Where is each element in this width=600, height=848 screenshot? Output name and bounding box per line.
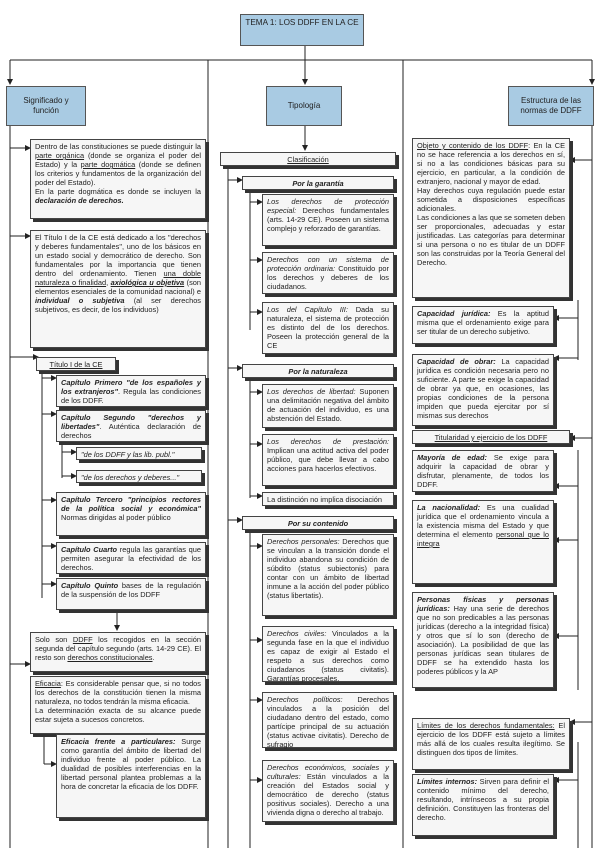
card-solo-ddff: Solo son DDFF los recogidos en la sección segunda del capítulo segundo (arts. 14-29 CE). El resto son derechos constitucionales. bbox=[30, 632, 206, 672]
card-capacidad-juridica: Capacidad jurídica: Es la aptitud misma que el ordenamiento exige para ser titular de un derecho subjetivo. bbox=[412, 306, 554, 344]
sub-por-su-contenido: Por su contenido bbox=[242, 516, 394, 530]
heading-estructura: Estructura de las normas de DDFF bbox=[508, 86, 594, 126]
card-capitulo-primero: Capítulo Primero "de los españoles y los extranjeros". Regula las condiciones de los DDFF. bbox=[56, 375, 206, 407]
card-derechos-civiles: Derechos civiles: Vinculados a la segunda fase en la que el individuo es capaz de exigir al Estado el respeto a sus derechos como ciudadanos (status civitatis). Garantías procesales. bbox=[262, 626, 394, 682]
card-partes-constitucion: Dentro de las constituciones se puede distinguir la parte orgánica (donde se organiza el poder del Estado) y la parte dogmática (donde se definen los criterios y fundamentos de la organización del poder del Estado). En la parte dogmática es donde se incluyen la declaración de derechos. bbox=[30, 139, 206, 219]
card-mayoria-edad: Mayoría de edad: Se exige para adquirir la capacidad de obrar y disfrutar, plenamente, de todos los DDFF. bbox=[412, 450, 554, 492]
card-nacionalidad: La nacionalidad: Es una cualidad jurídica que el ordenamiento vincula a la existencia misma del Estado y que determina el elemento personal que lo integra bbox=[412, 500, 554, 584]
card-derechos-politicos: Derechos políticos: Derechos vinculados a la posición del ciudadano dentro del estado, como partícipe principal de su actuación (status activae civitatis). Derecho de sufragio bbox=[262, 692, 394, 748]
card-capitulo-iii: Los del Capítulo III: Dada su naturaleza, el sistema de protección es distinto del de los derechos. Poseen la protección general de la CE bbox=[262, 302, 394, 354]
label-titularidad: Titularidad y ejercicio de los DDFF bbox=[412, 430, 570, 444]
card-derechos-libertad: Los derechos de libertad: Suponen una delimitación negativa del ámbito de actuación del individuo, es una abstención del Estado. bbox=[262, 384, 394, 428]
page-title: TEMA 1: LOS DDFF EN LA CE bbox=[240, 14, 364, 46]
card-limites: Límites de los derechos fundamentales: El ejercicio de los DDFF está sujeto a límites más allá de los cuales resulta ilegítimo. Se distinguen dos tipos de límites. bbox=[412, 718, 570, 770]
heading-tipologia: Tipología bbox=[266, 86, 342, 126]
label-titulo-i: Título I de la CE bbox=[36, 357, 116, 371]
sub-por-la-naturaleza: Por la naturaleza bbox=[242, 364, 394, 378]
card-titulo-primero: El Título I de la CE está dedicado a los "derechos y deberes fundamentales", uno de los básicos en un estado social y democrático de derecho. Son fundamentales por la importancia que tienen dentro del ordenamiento. Tienen una doble naturaleza o finalidad, axiológica u objetiva (son elementos esenciales de la comunidad nacional) e individual o subjetiva (al ser derechos subjetivos, es decir, de los individuos) bbox=[30, 230, 206, 348]
label-clasificacion: Clasificación bbox=[220, 152, 396, 166]
card-eficacia-particulares: Eficacia frente a particulares: Surge como garantía del ámbito de libertad del individuo frente al poder público. La dualidad de posibles interferencias en la libertad personal plantea problemas a la hora de concretar la eficacia de los DDFF. bbox=[56, 734, 206, 818]
card-capitulo-segundo: Capítulo Segundo "derechos y libertades". Auténtica declaración de derechos bbox=[56, 410, 206, 442]
card-seccion-primera: "de los DDFF y las lib. publ." bbox=[76, 447, 202, 460]
card-seccion-segunda: "de los derechos y deberes..." bbox=[76, 470, 202, 483]
card-objeto-contenido: Objeto y contenido de los DDFF: En la CE no se hace referencia a los derechos en sí, si no a las condiciones básicas para su ejercicio, en particular, a la condición de extranjero, nacional y mayor de edad. Hay derechos cuya regulación puede estar sometida a disposiciones específicas adicionales. Las condiciones a las que se someten deben ser proporcionales, adecuadas y estar justificadas. Las categorías para determinar si una persona o no es titular de un DDFF son las construidas por la Teoría General del Derecho. bbox=[412, 138, 570, 298]
sub-por-la-garantia: Por la garantía bbox=[242, 176, 394, 190]
card-limites-internos: Límites internos: Sirven para definir el contenido mínimo del derecho, resultando, intrínsecos a su propia definición. Constituyen las fronteras del derecho. bbox=[412, 774, 554, 836]
card-derechos-personales: Derechos personales: Derechos que se vinculan a la transición donde el individuo abandona su condición de súbdito (status subiectonis) para contar con un ámbito de libertad inmune a la acción del poder público (status libertatis). bbox=[262, 534, 394, 616]
card-capitulo-cuarto: Capítulo Cuarto regula las garantías que permiten asegurar la efectividad de los derechos. bbox=[56, 542, 206, 574]
card-distincion: La distinción no implica disociación bbox=[262, 492, 394, 506]
heading-significado: Significado y función bbox=[6, 86, 86, 126]
card-eficacia: Eficacia: Es considerable pensar que, si no todos los derechos de la constitución tienen la misma naturaleza, no todos tendrán la misma eficacia. La determinación exacta de su alcance puede estar sujeta a sucesos concretos. bbox=[30, 676, 206, 734]
card-proteccion-ordinaria: Derechos con un sistema de protección ordinaria: Constituido por los derechos y deberes de los ciudadanos. bbox=[262, 252, 394, 294]
card-proteccion-especial: Los derechos de protección especial: Derechos fundamentales (arts. 14-29 CE). Poseen un sistema complejo y reforzado de garantías. bbox=[262, 194, 394, 246]
card-derechos-economicos: Derechos económicos, sociales y culturales: Están vinculados a la creación del Estados social y democrático de derecho (status positivus sociales). Derecho a una vivienda digna o derecho al trabajo. bbox=[262, 760, 394, 822]
card-personas-fisicas-juridicas: Personas físicas y personas jurídicas: Hay una serie de derechos que no son predicables a las personas jurídicas (derecho a la integridad física) y otros que sí lo son (derecho de asociación). La posibilidad de que las personas jurídicas sean titulares de DDFF se ha extendido hasta los poderes públicos y la AP bbox=[412, 592, 554, 688]
card-derechos-prestacion: Los derechos de prestación: Implican una actitud activa del poder público, que debe llevar a cabo acciones para hacerlos efectivos. bbox=[262, 434, 394, 486]
card-capitulo-quinto: Capítulo Quinto bases de la regulación de la suspensión de los DDFF bbox=[56, 578, 206, 610]
card-capitulo-tercero: Capítulo Tercero "principios rectores de la política social y económica" Normas dirigidas al poder público bbox=[56, 492, 206, 536]
card-capacidad-obrar: Capacidad de obrar: La capacidad jurídica es condición necesaria pero no suficiente. A parte se exige la capacidad de obrar ya que, en ocasiones, las propias condiciones de la persona impiden que pueda ejercitar por sí mismas sus derechos bbox=[412, 354, 554, 426]
